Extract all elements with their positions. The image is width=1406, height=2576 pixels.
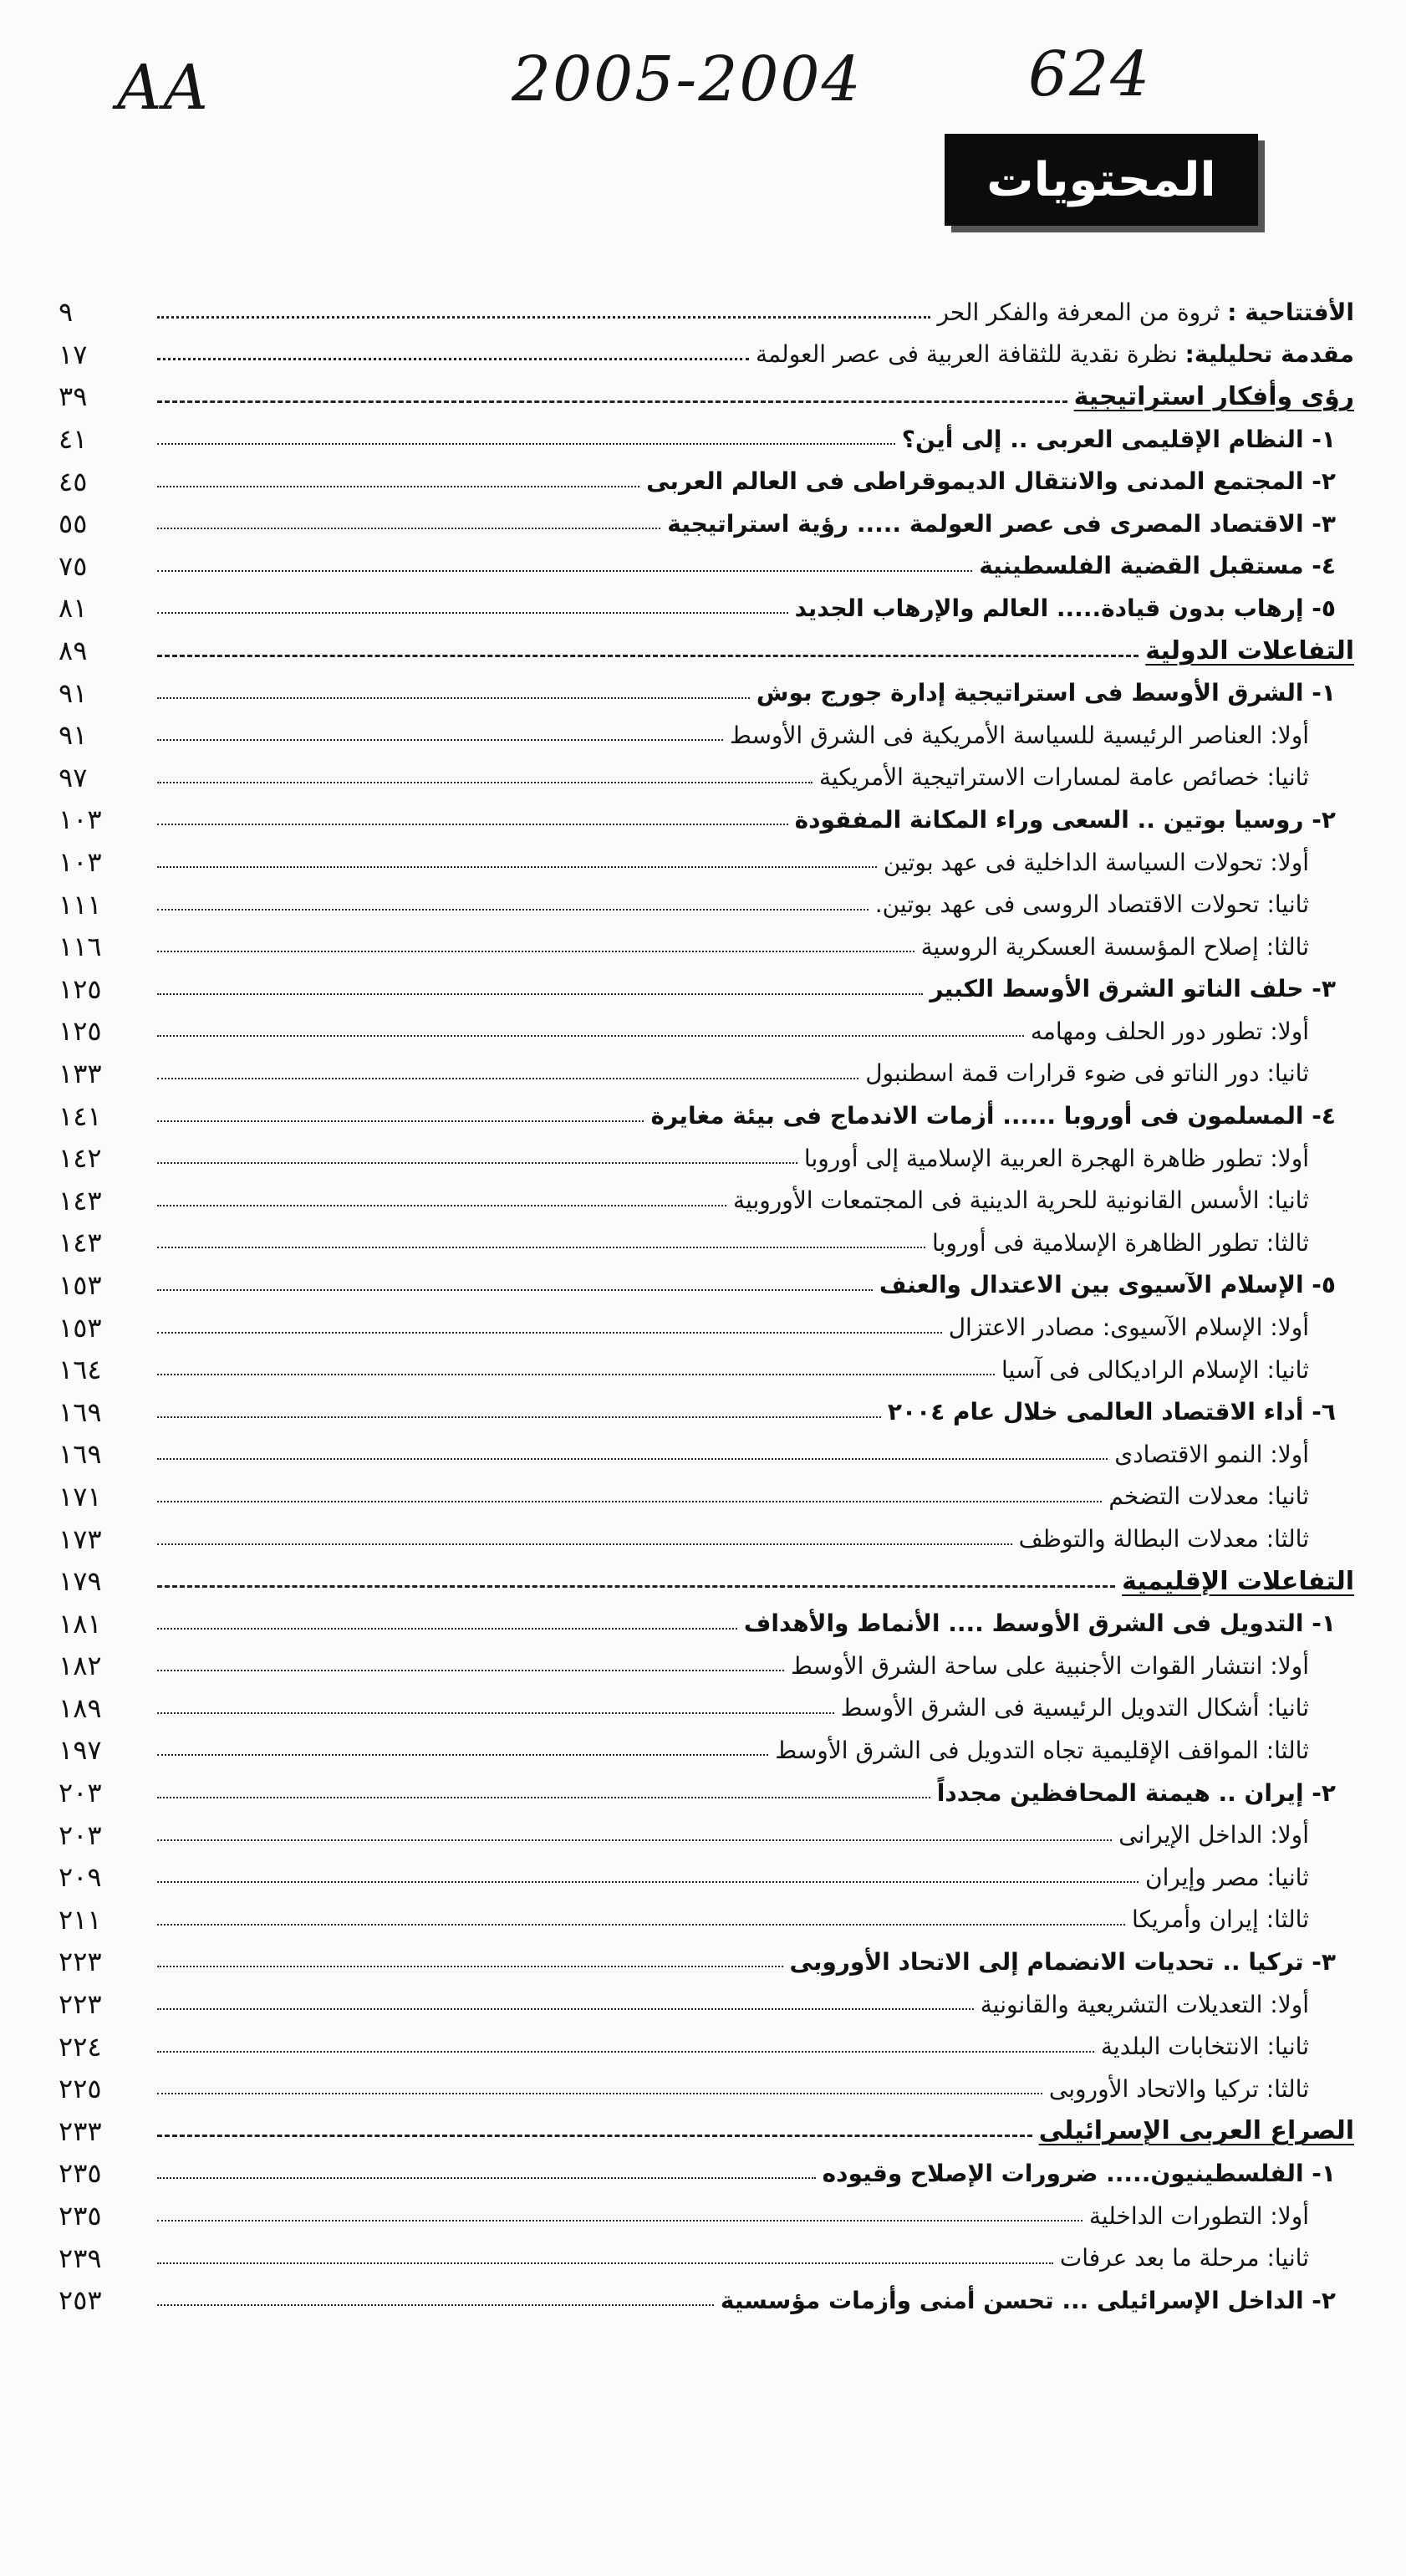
toc-entry-text: ثالثا: إصلاح المؤسسة العسكرية الروسية [920, 932, 1309, 961]
toc-entry-text: ثانيا: مرحلة ما بعد عرفات [1059, 2244, 1309, 2272]
toc-entry-page: ١٩٧ [59, 1734, 102, 1767]
toc-entry [59, 1899, 1354, 1941]
toc-entry-title [744, 1609, 1336, 1637]
dot-leader [157, 2008, 974, 2010]
toc-entry-title [1118, 1821, 1309, 1849]
toc-entry-title [979, 552, 1336, 579]
toc-entry-text: أولا: انتشار القوات الأجنبية على ساحة الشرق الأوسط [791, 1651, 1309, 1680]
toc-entry [59, 375, 1354, 418]
toc-entry-text: ثانيا: أشكال التدويل الرئيسية فى الشرق الأوسط [840, 1694, 1309, 1722]
toc-entry [59, 2279, 1354, 2322]
toc-entry-title [1060, 2244, 1309, 2272]
toc-entry-text: ثالثا: تركيا والاتحاد الأوروبى [1048, 2074, 1309, 2103]
toc-entry [59, 757, 1354, 799]
dot-leader [157, 316, 930, 319]
toc-entry-title [646, 467, 1336, 495]
toc-entry-text: ٣- الاقتصاد المصرى فى عصر العولمة ..... رؤية استراتيجية [667, 509, 1336, 538]
toc-entry-text: ثروة من المعرفة والفكر الحر [937, 298, 1220, 326]
toc-entry-title [879, 1271, 1336, 1298]
toc-entry-text: أولا: الإسلام الآسيوى: مصادر الاعتزال [948, 1314, 1309, 1342]
toc-entry-title [1114, 1441, 1309, 1468]
toc-entry-text: ثانيا: الإسلام الراديكالى فى آسيا [1001, 1355, 1309, 1384]
toc-entry-title [756, 679, 1336, 706]
toc-entry [59, 968, 1354, 1011]
dot-leader [157, 400, 1067, 403]
toc-entry-page: ١٥٣ [59, 1311, 102, 1344]
toc-entry [59, 2110, 1354, 2153]
toc-entry-page: ١٨٢ [59, 1650, 102, 1682]
toc-entry [59, 334, 1354, 376]
toc-entry [59, 1222, 1354, 1264]
toc-entry-title [921, 933, 1309, 961]
toc-entry-text: أولا: العناصر الرئيسية للسياسة الأمريكية فى الشرق الأوسط [729, 721, 1309, 749]
dot-leader [157, 612, 788, 614]
toc-entry-title [733, 1186, 1309, 1214]
toc-entry-text: ثانيا: خصائص عامة لمسارات الاستراتيجية الأمريكية [819, 763, 1309, 792]
toc-entry-title [888, 1398, 1336, 1426]
toc-entry [59, 1179, 1354, 1222]
toc-entry [59, 1306, 1354, 1349]
dot-leader [157, 993, 923, 995]
toc-entry [59, 1010, 1354, 1053]
toc-entry-page: ١٧٣ [59, 1523, 102, 1555]
toc-entry-page: ٢٠٩ [59, 1861, 102, 1894]
toc-entry-page: ٢٣٥ [59, 2157, 102, 2190]
toc-entry [59, 291, 1354, 334]
toc-entry-text: نظرة نقدية للثقافة العربية فى عصر العولمة [755, 340, 1178, 369]
dot-leader [157, 1670, 784, 1671]
toc-entry-page: ٢٣٩ [59, 2242, 102, 2274]
toc-entry-page: ٢٢٣ [59, 1946, 102, 1978]
dot-leader [157, 951, 914, 952]
toc-entry-page: ١١١ [59, 888, 102, 921]
toc-entry-page: ١١٦ [59, 931, 102, 963]
toc-entry-title [1132, 1905, 1309, 1933]
toc-entry [59, 1518, 1354, 1560]
table-of-contents [59, 291, 1354, 2322]
dot-leader [157, 782, 813, 783]
toc-entry-text: ٥- الإسلام الآسيوى بين الاعتدال والعنف [879, 1271, 1336, 1299]
toc-entry [59, 1856, 1354, 1899]
toc-entry-text: ثانيا: تحولات الاقتصاد الروسى فى عهد بوتين. [874, 890, 1309, 919]
page-title: المحتويات [945, 134, 1258, 226]
toc-entry-text: ثانيا: مصر وإيران [1145, 1863, 1309, 1891]
toc-entry-text: ثالثا: معدلات البطالة والتوظف [1018, 1525, 1309, 1553]
toc-entry [59, 1349, 1354, 1391]
toc-entry-text: التفاعلات الدولية [1145, 635, 1354, 666]
toc-entry-text: ٢- روسيا بوتين .. السعى وراء المكانة المفقودة [794, 805, 1336, 834]
dot-leader [157, 443, 895, 445]
toc-entry-text: ثالثا: إيران وأمريكا [1132, 1905, 1309, 1934]
toc-entry-title [1145, 1864, 1309, 1891]
toc-entry-title [819, 763, 1309, 791]
dot-leader [157, 697, 750, 699]
toc-entry-page: ١٣٣ [59, 1057, 102, 1089]
dot-leader [157, 486, 639, 487]
toc-entry [59, 1813, 1354, 1856]
toc-entry [59, 502, 1354, 545]
toc-entry-title [804, 1145, 1309, 1172]
toc-entry [59, 1476, 1354, 1518]
toc-entry-title [1089, 2202, 1309, 2230]
toc-entry-text: ١- الفلسطينيون..... ضرورات الإصلاح وقيوده [822, 2159, 1336, 2187]
toc-entry-text: ثالثا: تطور الظاهرة الإسلامية فى أوروبا [932, 1228, 1309, 1257]
toc-entry [59, 1983, 1354, 2026]
toc-entry-text: ٥- إرهاب بدون قيادة..... العالم والإرهاب الجديد [794, 594, 1336, 622]
toc-entry-title [865, 1059, 1309, 1087]
toc-entry-title [841, 1694, 1309, 1722]
toc-entry-page: ١٦٩ [59, 1395, 102, 1428]
toc-entry-page: ٢٢٤ [59, 2030, 102, 2063]
toc-entry-page: ٢٣٥ [59, 2200, 102, 2232]
toc-entry-page: ٢٢٥ [59, 2073, 102, 2105]
toc-entry-page: ١٢٥ [59, 1015, 102, 1048]
toc-entry-page: ١٧٩ [59, 1565, 102, 1598]
toc-entry-title [721, 2287, 1336, 2314]
toc-entry-text: ٤- مستقبل القضية الفلسطينية [979, 552, 1336, 580]
toc-entry-title [949, 1314, 1309, 1341]
dot-leader [157, 1289, 873, 1291]
toc-entry-text: ثالثا: المواقف الإقليمية تجاه التدويل فى الشرق الأوسط [775, 1736, 1309, 1764]
toc-entry-title [667, 510, 1336, 538]
toc-entry-page: ١٠٣ [59, 803, 102, 836]
dot-leader [157, 1797, 930, 1798]
dot-leader [157, 1374, 995, 1375]
toc-entry-page: ١٨١ [59, 1607, 102, 1640]
handwritten-note-right: 624 [1028, 38, 1152, 110]
dot-leader [157, 1543, 1012, 1545]
toc-entry-title [1122, 1567, 1354, 1596]
toc-entry-title [884, 849, 1309, 876]
dot-leader [157, 866, 877, 868]
toc-entry-text: ٤- المسلمون فى أوروبا ...... أزمات الاندماج فى بيئة مغايرة [650, 1102, 1336, 1130]
dot-leader [157, 655, 1139, 657]
toc-entry [59, 841, 1354, 884]
toc-entry-title [730, 722, 1309, 749]
toc-entry [59, 1560, 1354, 1603]
toc-entry-title [1145, 636, 1354, 666]
handwritten-note-left: AA [117, 52, 210, 124]
dot-leader [157, 1712, 834, 1714]
toc-entry-text: ثانيا: الانتخابات البلدية [1100, 2033, 1309, 2061]
toc-entry-title [775, 1737, 1309, 1764]
toc-entry-page: ٥٥ [59, 508, 88, 540]
toc-entry-page: ٤٥ [59, 465, 88, 497]
toc-entry-page: ٢٣٣ [59, 2114, 102, 2147]
dot-leader [157, 1585, 1115, 1588]
toc-entry-page: ٣٩ [59, 380, 88, 413]
dot-leader [157, 1966, 783, 1967]
toc-entry [59, 1390, 1354, 1433]
toc-entry [59, 714, 1354, 757]
dot-leader [157, 2135, 1032, 2137]
toc-entry [59, 1094, 1354, 1137]
toc-entry-page: ٩١ [59, 676, 88, 709]
toc-entry [59, 1137, 1354, 1180]
toc-entry-title [823, 2160, 1336, 2187]
toc-entry [59, 1941, 1354, 1983]
toc-entry-text: ٢- المجتمع المدنى والانتقال الديموقراطى فى العالم العربى [646, 467, 1336, 496]
toc-entry [59, 1645, 1354, 1687]
toc-entry-page: ١٧١ [59, 1480, 102, 1512]
toc-entry [59, 1053, 1354, 1095]
toc-entry-page: ١٦٤ [59, 1354, 102, 1386]
dot-leader [157, 1839, 1112, 1841]
toc-entry-title [795, 806, 1336, 834]
toc-entry [59, 545, 1354, 588]
dot-leader [157, 1078, 858, 1079]
dot-leader [157, 909, 869, 911]
toc-entry [59, 630, 1354, 672]
toc-entry-text: ١- التدويل فى الشرق الأوسط .... الأنماط والأهداف [743, 1609, 1336, 1638]
dot-leader [157, 1458, 1108, 1460]
toc-entry-text: أولا: الداخل الإيرانى [1118, 1821, 1309, 1849]
dot-leader [157, 1205, 726, 1206]
dot-leader [157, 1501, 1102, 1502]
toc-entry-title [1108, 1482, 1309, 1510]
toc-entry-page: ١٧ [59, 338, 88, 370]
toc-entry-title [791, 1652, 1309, 1680]
toc-entry-title [795, 594, 1336, 622]
toc-entry [59, 671, 1354, 714]
toc-entry-title [1049, 2075, 1309, 2103]
toc-entry-page: ١٢٥ [59, 972, 102, 1005]
dot-leader [157, 358, 749, 360]
dot-leader [157, 1924, 1125, 1926]
toc-entry-label: الأفتتاحية : [1227, 298, 1354, 326]
toc-entry-title [1019, 1525, 1309, 1553]
toc-entry [59, 460, 1354, 502]
dot-leader [157, 1416, 881, 1418]
toc-entry-label: مقدمة تحليلية: [1184, 340, 1354, 369]
toc-entry [59, 1687, 1354, 1730]
toc-entry [59, 883, 1354, 926]
toc-entry [59, 926, 1354, 968]
toc-entry-text: أولا: تحولات السياسة الداخلية فى عهد بوتين [883, 848, 1309, 876]
toc-entry-title [981, 1991, 1309, 2018]
dot-leader [157, 1754, 768, 1756]
toc-entry-title [1031, 1018, 1309, 1045]
toc-entry-title [930, 975, 1336, 1002]
dot-leader [157, 1628, 737, 1630]
toc-entry-page: ٢٢٣ [59, 1988, 102, 2021]
toc-entry [59, 1772, 1354, 1814]
toc-entry-text: أولا: تطور دور الحلف ومهامه [1030, 1017, 1309, 1045]
toc-entry [59, 2237, 1354, 2279]
toc-entry [59, 587, 1354, 630]
toc-entry-text: التفاعلات الإقليمية [1122, 1566, 1354, 1596]
dot-leader [157, 1120, 644, 1122]
toc-entry-page: ١٥٣ [59, 1268, 102, 1301]
toc-entry [59, 2152, 1354, 2195]
dot-leader [157, 2177, 816, 2179]
toc-entry-text: ثانيا: الأسس القانونية للحرية الدينية فى المجتمعات الأوروبية [733, 1186, 1309, 1215]
toc-entry-title [756, 340, 1354, 368]
toc-entry-page: ٢٠٣ [59, 1819, 102, 1851]
dot-leader [157, 2051, 1094, 2053]
dot-leader [157, 2262, 1053, 2264]
toc-entry-text: ٢- الداخل الإسرائيلى ... تحسن أمنى وأزمات مؤسسية [720, 2286, 1336, 2314]
toc-entry-title [1001, 1356, 1309, 1384]
toc-entry-title [650, 1102, 1336, 1130]
dot-leader [157, 1162, 797, 1164]
toc-entry-text: ٢- إيران .. هيمنة المحافظين مجدداً [936, 1778, 1336, 1807]
toc-entry [59, 2195, 1354, 2237]
toc-entry-text: ١- النظام الإقليمى العربى .. إلى أين؟ [901, 425, 1336, 453]
toc-entry-text: ١- الشرق الأوسط فى استراتيجية إدارة جورج بوش [756, 679, 1336, 707]
dot-leader [157, 2304, 714, 2306]
toc-entry-page: ٩١ [59, 719, 88, 752]
toc-entry-page: ٢٠٣ [59, 1777, 102, 1809]
toc-entry [59, 1264, 1354, 1307]
toc-entry-text: أولا: التعديلات التشريعية والقانونية [980, 1990, 1309, 2018]
dot-leader [157, 2220, 1083, 2221]
toc-entry-text: أولا: تطور ظاهرة الهجرة العربية الإسلامية إلى أوروبا [803, 1144, 1309, 1172]
dot-leader [157, 2093, 1042, 2094]
toc-entry [59, 1729, 1354, 1772]
toc-entry-page: ٢٥٣ [59, 2284, 102, 2317]
toc-entry-text: أولا: النمو الاقتصادى [1114, 1440, 1309, 1468]
handwritten-note-middle: 2005-2004 [512, 43, 863, 115]
dot-leader [157, 1035, 1024, 1037]
toc-entry-text: ٣- تركيا .. تحديات الانضمام إلى الاتحاد الأوروبى [789, 1947, 1336, 1976]
toc-entry-text: ٦- أداء الاقتصاد العالمى خلال عام ٢٠٠٤ [887, 1398, 1336, 1426]
toc-entry-title [902, 426, 1336, 453]
toc-entry-title [937, 1779, 1336, 1807]
toc-entry-title [937, 298, 1354, 326]
toc-entry-page: ٩٧ [59, 761, 88, 793]
toc-entry-text: ثانيا: معدلات التضخم [1108, 1482, 1309, 1511]
toc-entry-title [1101, 2033, 1309, 2060]
toc-entry-text: أولا: التطورات الداخلية [1088, 2201, 1309, 2230]
toc-entry-title [1074, 382, 1354, 411]
toc-entry-page: ١٨٩ [59, 1691, 102, 1724]
toc-entry-page: ٩ [59, 296, 74, 329]
toc-entry [59, 798, 1354, 841]
toc-entry [59, 2025, 1354, 2068]
toc-entry-page: ١٠٣ [59, 846, 102, 879]
toc-entry-text: رؤى وأفكار استراتيجية [1073, 381, 1354, 411]
toc-entry-title [790, 1948, 1336, 1976]
toc-entry-page: ٤١ [59, 423, 88, 456]
toc-entry-page: ١٤١ [59, 1099, 102, 1132]
toc-entry-page: ٢١١ [59, 1903, 102, 1936]
toc-entry-text: الصراع العربى الإسرائيلى [1038, 2116, 1354, 2146]
toc-entry-title [932, 1229, 1309, 1257]
toc-entry-title [1039, 2116, 1354, 2145]
dot-leader [157, 739, 723, 741]
toc-entry-page: ١٤٢ [59, 1142, 102, 1175]
toc-entry-page: ١٤٣ [59, 1184, 102, 1217]
dot-leader [157, 570, 972, 572]
toc-entry [59, 418, 1354, 461]
toc-entry-page: ١٤٣ [59, 1227, 102, 1259]
dot-leader [157, 1881, 1139, 1883]
dot-leader [157, 1332, 942, 1334]
toc-entry-page: ٧٥ [59, 549, 88, 582]
toc-entry-text: ثانيا: دور الناتو فى ضوء قرارات قمة اسطنبول [865, 1059, 1309, 1088]
toc-entry-title [875, 890, 1309, 918]
toc-entry [59, 1602, 1354, 1645]
toc-entry-text: ٣- حلف الناتو الشرق الأوسط الكبير [930, 975, 1336, 1003]
toc-entry [59, 1433, 1354, 1476]
toc-entry-page: ١٦٩ [59, 1438, 102, 1471]
dot-leader [157, 824, 788, 825]
dot-leader [157, 528, 660, 529]
dot-leader [157, 1247, 925, 1248]
toc-entry-page: ٨٩ [59, 635, 88, 667]
toc-entry-page: ٨١ [59, 592, 88, 625]
toc-entry [59, 2068, 1354, 2110]
